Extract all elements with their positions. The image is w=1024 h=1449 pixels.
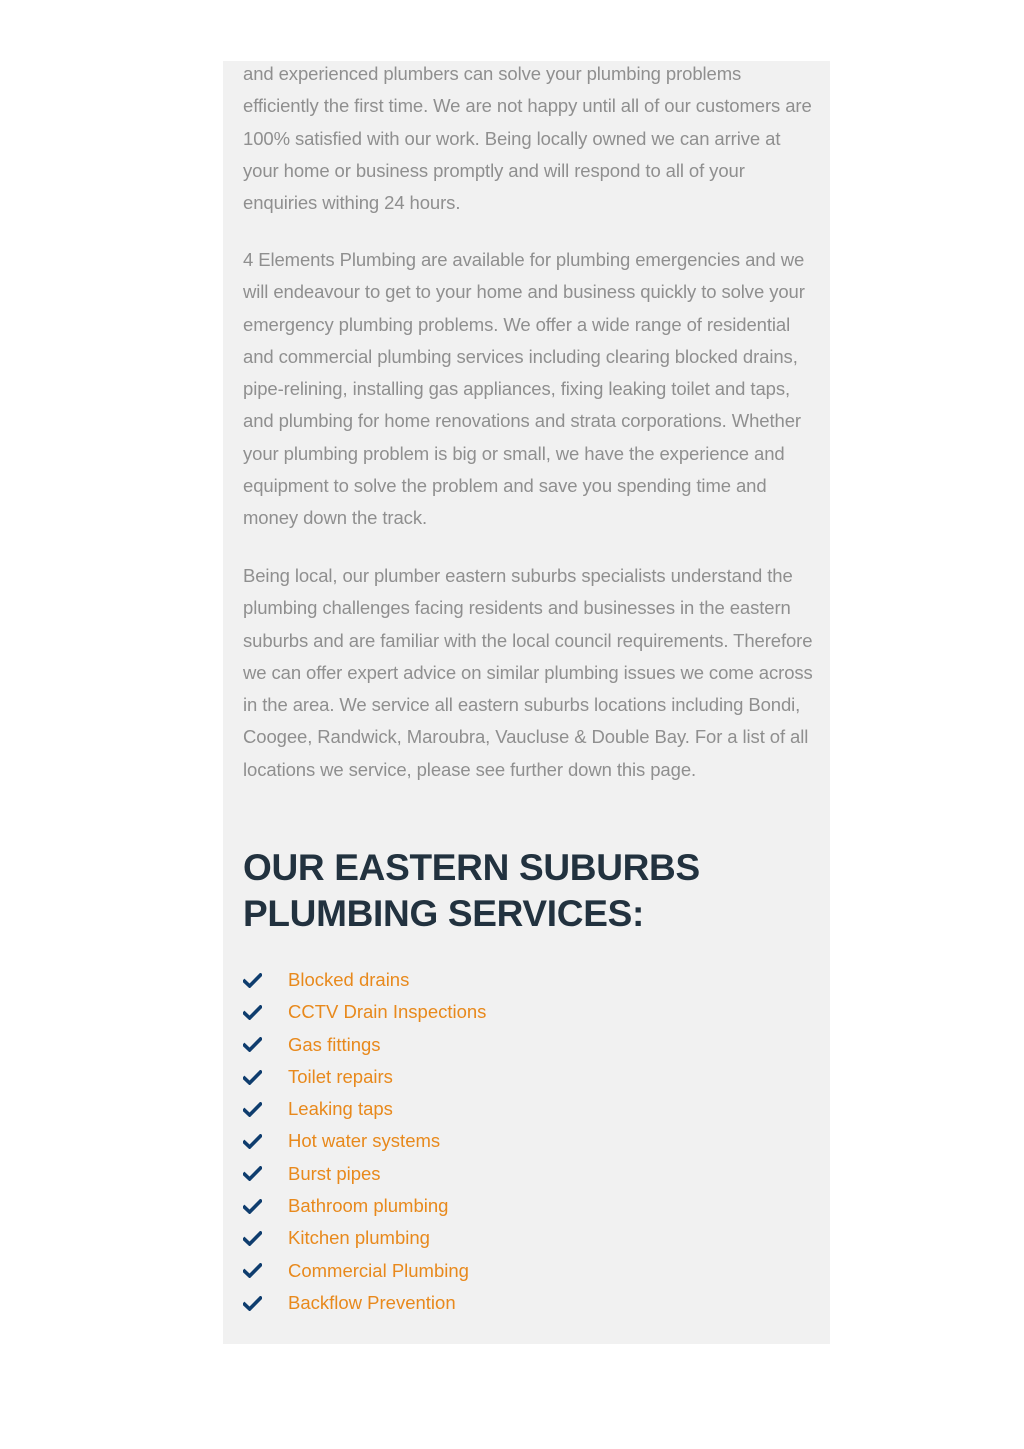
services-heading-line-1: OUR EASTERN SUBURBS [243,847,700,888]
services-heading-line-2: PLUMBING SERVICES: [243,893,644,934]
service-link-blocked-drains[interactable]: Blocked drains [288,969,410,990]
service-link-backflow-prevention[interactable]: Backflow Prevention [288,1291,456,1313]
service-item-blocked-drains [243,964,486,996]
service-link-cctv-drain-inspections[interactable]: CCTV Drain Inspections [288,1001,487,1023]
service-item-cctv-drain-inspections [243,996,486,1028]
check-icon [243,1229,288,1249]
check-icon [243,1099,288,1119]
service-link-bathroom-plumbing[interactable]: Bathroom plumbing [288,1195,449,1217]
local-paragraph: Being local, our plumber eastern suburbs specialists understand the plumbing challenges facing residents and businesses in the eastern suburbs and are familiar with the local council requirements. Therefore we can offer expert advice on similar plumbing issues we come across in the area. We service all eastern suburbs locations including Bondi, Coogee, Randwick, Maroubra, Vaucluse & Double Bay. For a list of all locations we service, please see further down this page. [243,565,813,780]
service-link-gas-fittings[interactable]: Gas fittings [288,1033,381,1055]
service-link-kitchen-plumbing[interactable]: Kitchen plumbing [288,1227,430,1249]
service-item-gas-fittings [243,1029,486,1061]
service-item-bathroom-plumbing [243,1190,486,1222]
check-icon [243,1261,288,1281]
service-link-toilet-repairs[interactable]: Toilet repairs [288,1065,393,1087]
check-icon [243,1164,288,1184]
check-icon [243,970,288,990]
service-link-burst-pipes[interactable]: Burst pipes [288,1162,381,1184]
service-link-commercial-plumbing[interactable]: Commercial Plumbing [288,1259,469,1281]
service-item-kitchen-plumbing [243,1222,486,1254]
service-item-hot-water-systems [243,1125,486,1157]
content-panel [223,61,830,1344]
check-icon [243,1067,288,1087]
intro-paragraph: and experienced plumbers can solve your plumbing problems efficiently the first time. We are not happy until all of our customers are 100% satisfied with our work. Being locally owned we can arrive at your home or business promptly and will respond to all of your enquiries withing 24 hours. [243,63,812,214]
check-icon [243,1196,288,1216]
service-item-commercial-plumbing [243,1255,486,1287]
emergency-paragraph: 4 Elements Plumbing are available for plumbing emergencies and we will endeavour to get to your home and business quickly to solve your emergency plumbing problems. We offer a wide range of residential and commercial plumbing services including clearing blocked drains, pipe-relining, installing gas appliances, fixing leaking toilet and taps, and plumbing for home renovations and strata corporations. Whether your plumbing problem is big or small, we have the experience and equipment to solve the problem and save you spending time and money down the track. [243,249,805,529]
services-heading [243,845,803,937]
check-icon [243,1293,288,1313]
service-link-leaking-taps[interactable]: Leaking taps [288,1098,393,1120]
services-list [243,964,486,1319]
check-icon [243,1002,288,1022]
service-item-leaking-taps [243,1093,486,1125]
check-icon [243,1035,288,1055]
service-item-toilet-repairs [243,1061,486,1093]
service-item-burst-pipes [243,1158,486,1190]
service-item-backflow-prevention [243,1287,486,1319]
service-link-hot-water-systems[interactable]: Hot water systems [288,1130,441,1152]
check-icon [243,1132,288,1152]
